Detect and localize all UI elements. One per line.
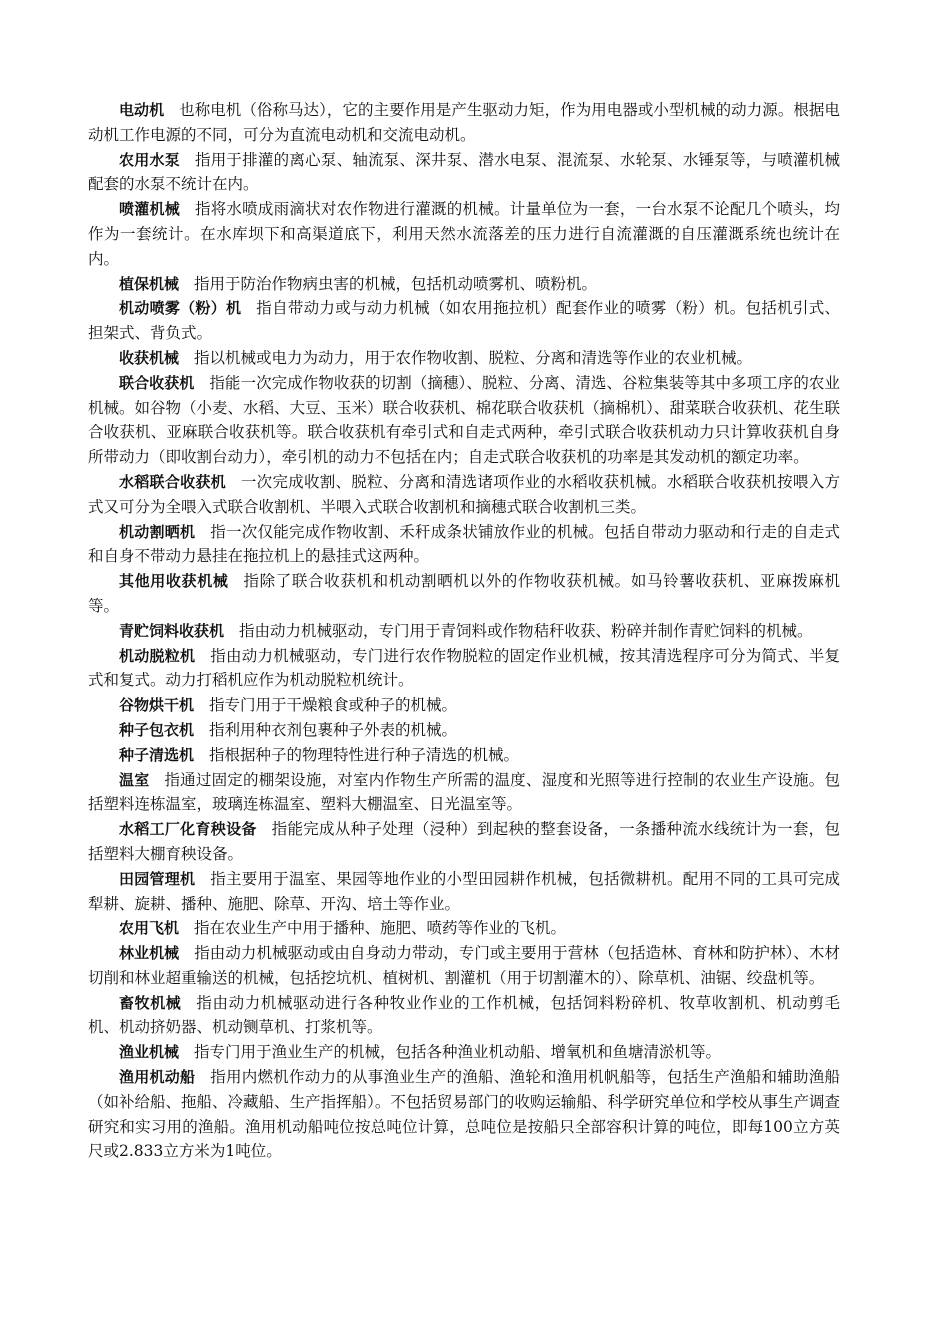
glossary-entry — [88, 197, 840, 271]
entry-term: 种子清选机 — [119, 745, 195, 764]
glossary-entry — [88, 817, 840, 867]
glossary-entry — [88, 1040, 840, 1065]
glossary-entry — [88, 644, 840, 694]
entry-term: 田园管理机 — [119, 869, 196, 888]
glossary-entry — [88, 296, 840, 346]
entry-definition: 指自带动力或与动力机械（如农用拖拉机）配套作业的喷雾（粉）机。包括机引式、担架式、背负式。 — [88, 299, 840, 343]
glossary-entry — [88, 520, 840, 570]
glossary-entry — [88, 98, 840, 148]
entry-definition: 指用于排灌的离心泵、轴流泵、深井泵、潜水电泵、混流泵、水轮泵、水锤泵等，与喷灌机械配套的水泵不统计在内。 — [88, 150, 840, 194]
entry-definition: 指利用种衣剂包裹种子外表的机械。 — [209, 720, 458, 739]
entry-term: 渔业机械 — [119, 1043, 180, 1062]
entry-definition: 指一次仅能完成作物收割、禾秆成条状铺放作业的机械。包括自带动力驱动和行走的自走式和自身不带动力悬挂在拖拉机上的悬挂式这两种。 — [88, 522, 840, 566]
glossary-entry — [88, 718, 840, 743]
entry-definition: 指主要用于温室、果园等地作业的小型田园耕作机械，包括微耕机。配用不同的工具可完成犁耕、旋耕、播种、施肥、除草、开沟、培土等作业。 — [88, 869, 840, 913]
entry-definition: 指专门用于渔业生产的机械，包括各种渔业机动船、增氧机和鱼塘清淤机等。 — [194, 1043, 722, 1062]
entry-term: 喷灌机械 — [119, 200, 180, 219]
entry-term: 畜牧机械 — [119, 993, 182, 1012]
entry-definition: 指用内燃机作动力的从事渔业生产的渔船、渔轮和渔用机帆船等，包括生产渔船和辅助渔船（如补给船、拖船、冷藏船、生产指挥船）。不包括贸易部门的收购运输船、科学研究单位和学校从事生产调查研究和实习用的渔船。渔用机动船吨位按总吨位计算，总吨位是按船只全部容积计算的吨位，即每100立方英尺或2.833立方米为1吨位。 — [88, 1068, 840, 1161]
entry-definition: 指除了联合收获机和机动割晒机以外的作物收获机械。如马铃薯收获机、亚麻拨麻机等。 — [88, 572, 840, 615]
entry-term: 渔用机动船 — [119, 1068, 196, 1087]
entry-definition: 指以机械或电力为动力，用于农作物收割、脱粒、分离和清选等作业的农业机械。 — [194, 348, 753, 367]
entry-definition: 指用于防治作物病虫害的机械，包括机动喷雾机、喷粉机。 — [194, 274, 598, 293]
entry-term: 植保机械 — [119, 274, 180, 293]
glossary-entry — [88, 693, 840, 718]
glossary-entry — [88, 569, 840, 619]
entry-definition: 指通过固定的棚架设施，对室内作物生产所需的温度、湿度和光照等进行控制的农业生产设施。包括塑料连栋温室，玻璃连栋温室、塑料大棚温室、日光温室等。 — [88, 770, 840, 814]
entry-definition: 指由动力机械驱动，专门用于青饲料或作物秸秆收获、粉碎并制作青贮饲料的机械。 — [239, 621, 813, 640]
entry-definition: 一次完成收割、脱粒、分离和清选诸项作业的水稻收获机械。水稻联合收获机按喂入方式又可分为全喂入式联合收割机、半喂入式联合收割机和摘穗式联合收割机三类。 — [88, 472, 840, 516]
entry-term: 农用水泵 — [119, 150, 180, 169]
entry-term: 种子包衣机 — [119, 720, 195, 739]
glossary-entry — [88, 619, 840, 644]
entry-definition: 指在农业生产中用于播种、施肥、喷药等作业的飞机。 — [194, 919, 567, 938]
glossary-entry — [88, 148, 840, 198]
entry-term: 收获机械 — [119, 348, 180, 367]
glossary-entry — [88, 470, 840, 520]
entry-definition: 指将水喷成雨滴状对农作物进行灌溉的机械。计量单位为一套，一台水泵不论配几个喷头，均作为一套统计。在水库坝下和高渠道底下，利用天然水流落差的压力进行自流灌溉的自压灌溉系统也统计在内。 — [88, 200, 840, 268]
entry-definition: 指能一次完成作物收获的切割（摘穗）、脱粒、分离、清选、谷粒集装等其中多项工序的农业机械。如谷物（小麦、水稻、大豆、玉米）联合收获机、棉花联合收获机（摘棉机）、甜菜联合收获机、花生联合收获机、亚麻联合收获机等。联合收获机有牵引式和自走式两种，牵引式联合收获机动力只计算收获机自身所带动力（即收割台动力），牵引机的动力不包括在内；自走式联合收获机的功率是其发动机的额定功率。 — [88, 373, 840, 467]
glossary-entry — [88, 743, 840, 768]
entry-term: 机动喷雾（粉）机 — [119, 299, 242, 318]
entry-term: 联合收获机 — [119, 373, 195, 392]
glossary-entry — [88, 867, 840, 917]
entry-term: 温室 — [119, 770, 150, 789]
glossary-entry — [88, 768, 840, 818]
glossary-entry — [88, 346, 840, 371]
entry-term: 水稻工厂化育秧设备 — [119, 820, 257, 839]
entry-definition: 指由动力机械驱动，专门进行农作物脱粒的固定作业机械，按其清选程序可分为简式、半复式和复式。动力打稻机应作为机动脱粒机统计。 — [88, 646, 840, 690]
glossary-entry — [88, 371, 840, 470]
entry-definition: 指能完成从种子处理（浸种）到起秧的整套设备，一条播种流水线统计为一套，包括塑料大棚育秧设备。 — [88, 820, 840, 863]
entry-definition: 也称电机（俗称马达），它的主要作用是产生驱动力矩，作为用电器或小型机械的动力源。根据电动机工作电源的不同，可分为直流电动机和交流电动机。 — [88, 101, 840, 144]
entry-definition: 指专门用于干燥粮食或种子的机械。 — [209, 696, 458, 715]
entry-definition: 指由动力机械驱动进行各种牧业作业的工作机械，包括饲料粉碎机、牧草收割机、机动剪毛机、机动挤奶器、机动铡草机、打浆机等。 — [88, 993, 840, 1037]
glossary-entry — [88, 991, 840, 1041]
glossary-entry — [88, 941, 840, 991]
entry-term: 林业机械 — [119, 944, 180, 963]
entry-term: 其他用收获机械 — [119, 572, 229, 591]
glossary-entry — [88, 272, 840, 297]
entry-term: 青贮饲料收获机 — [119, 621, 225, 640]
entry-definition: 指根据种子的物理特性进行种子清选的机械。 — [209, 745, 520, 764]
entry-definition: 指由动力机械驱动或由自身动力带动，专门或主要用于营林（包括造林、育林和防护林）、木材切削和林业超重输送的机械，包括挖坑机、植树机、割灌机（用于切割灌木的）、除草机、油锯、绞盘机等。 — [88, 944, 840, 987]
entry-term: 电动机 — [119, 101, 165, 119]
glossary-entry — [88, 916, 840, 941]
entry-term: 机动割晒机 — [119, 522, 196, 541]
entry-term: 机动脱粒机 — [119, 646, 196, 665]
glossary-entry — [88, 1065, 840, 1164]
glossary-page — [88, 98, 840, 1164]
entry-term: 农用飞机 — [119, 919, 180, 938]
entry-term: 谷物烘干机 — [119, 696, 195, 715]
entry-term: 水稻联合收获机 — [119, 472, 226, 491]
